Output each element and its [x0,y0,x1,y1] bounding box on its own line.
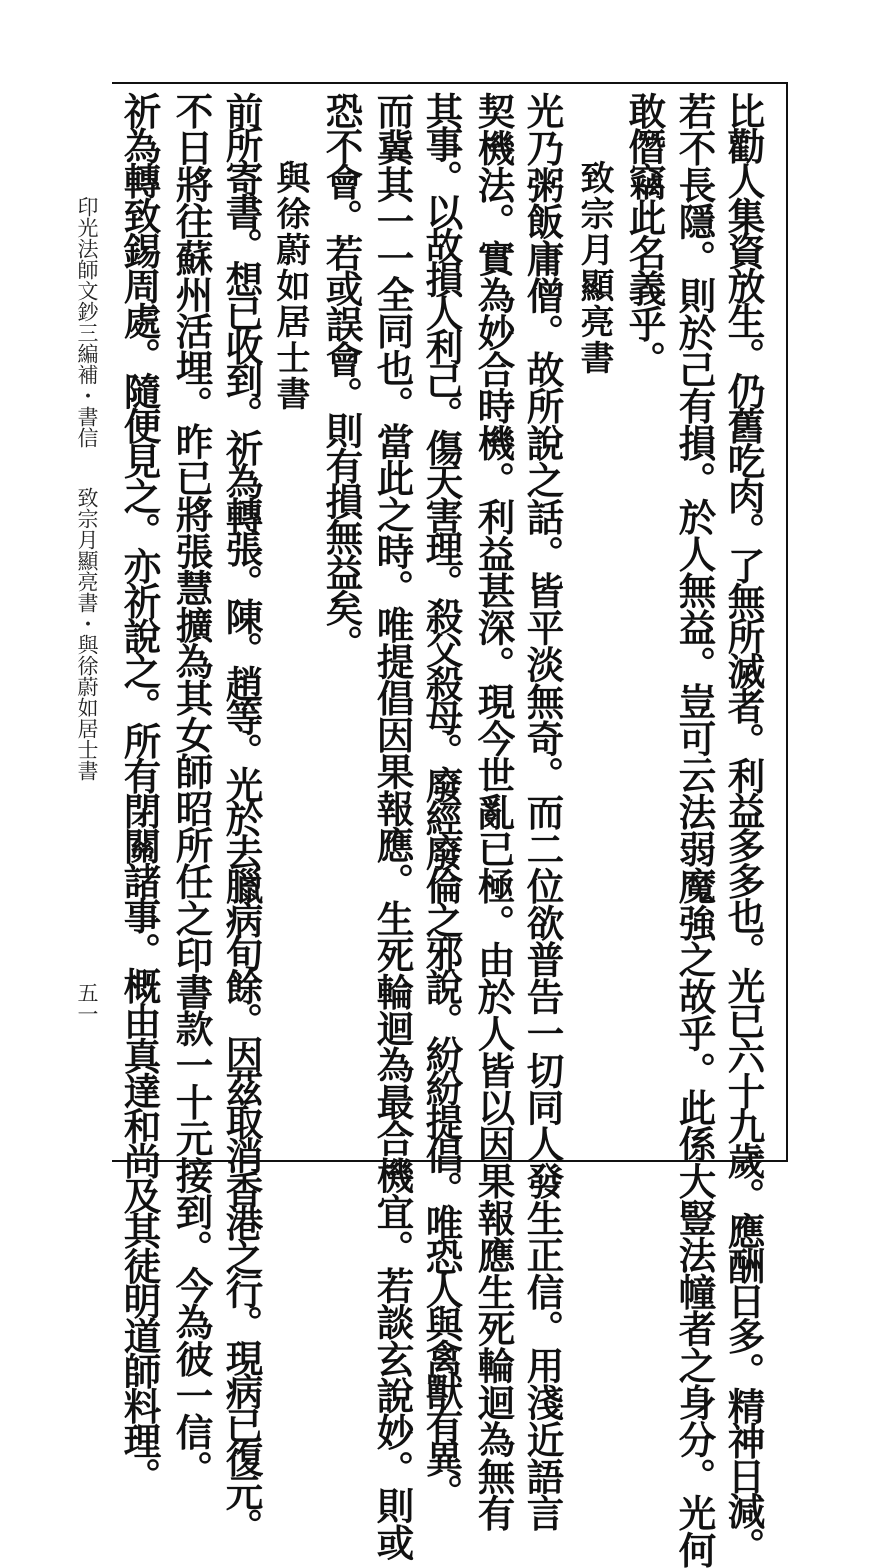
text-column-6: 契機法。實為妙合時機。利益甚深。現今世亂已極。由於人皆以因果報應生死輪迴為無有 [471,92,516,1532]
text-column-11: 前所寄書。想已收到。祈為轉張。陳。趙等。光於去臘病旬餘。因茲取消香港之行。現病已復元。 [219,92,264,1542]
text-column-3: 敢僭竊此名義乎。 [622,92,667,376]
text-column-8: 而冀其一一全同也。當此之時。唯提倡因果報應。生死輪迴為最合機宜。若談玄說妙。則或 [370,92,415,1561]
text-column-13: 祈為轉致錫周處。隨便見之。亦祈說之。所有閉關諸事。概由真達和尚及其徒明道師料理。 [117,92,162,1492]
letter-heading-xuweiru: 與徐蔚如居士書 [270,160,310,412]
text-column-12: 不日將往蘇州活埋。昨已將張慧擴為其女師昭所任之印書款一十元接到。今為彼一信。 [169,92,214,1487]
running-head-section: 致宗月顯亮書・與徐蔚如居士書 [75,487,99,781]
running-head-book: 印光法師文鈔三編補・書信 [75,196,99,448]
text-column-5: 光乃粥飯庸僧。故所說之話。皆平淡無奇。而二位欲普告一切同人發生正信。用淺近語言 [520,92,565,1532]
letter-heading-zongyue: 致宗月顯亮書 [574,160,614,376]
text-column-2: 若不長隱。則於己有損。於人無益。豈可云法弱魔強之故乎。此係大豎法幢者之身分。光何 [672,92,717,1568]
page-number: 五一 [75,982,99,1024]
text-column-1: 比勸人集資放生。仍舊吃肉。了無所滅者。利益多多也。光已六十九歲。應酬日多。精神日減。 [721,92,766,1562]
text-column-7: 其事。以故損人利己。傷天害理。殺父殺母。廢經廢倫之邪說。紛紛提倡。唯恐人與禽獸有異。 [419,92,464,1508]
text-column-9: 恐不會。若或誤會。則有損無益矣。 [319,92,364,660]
